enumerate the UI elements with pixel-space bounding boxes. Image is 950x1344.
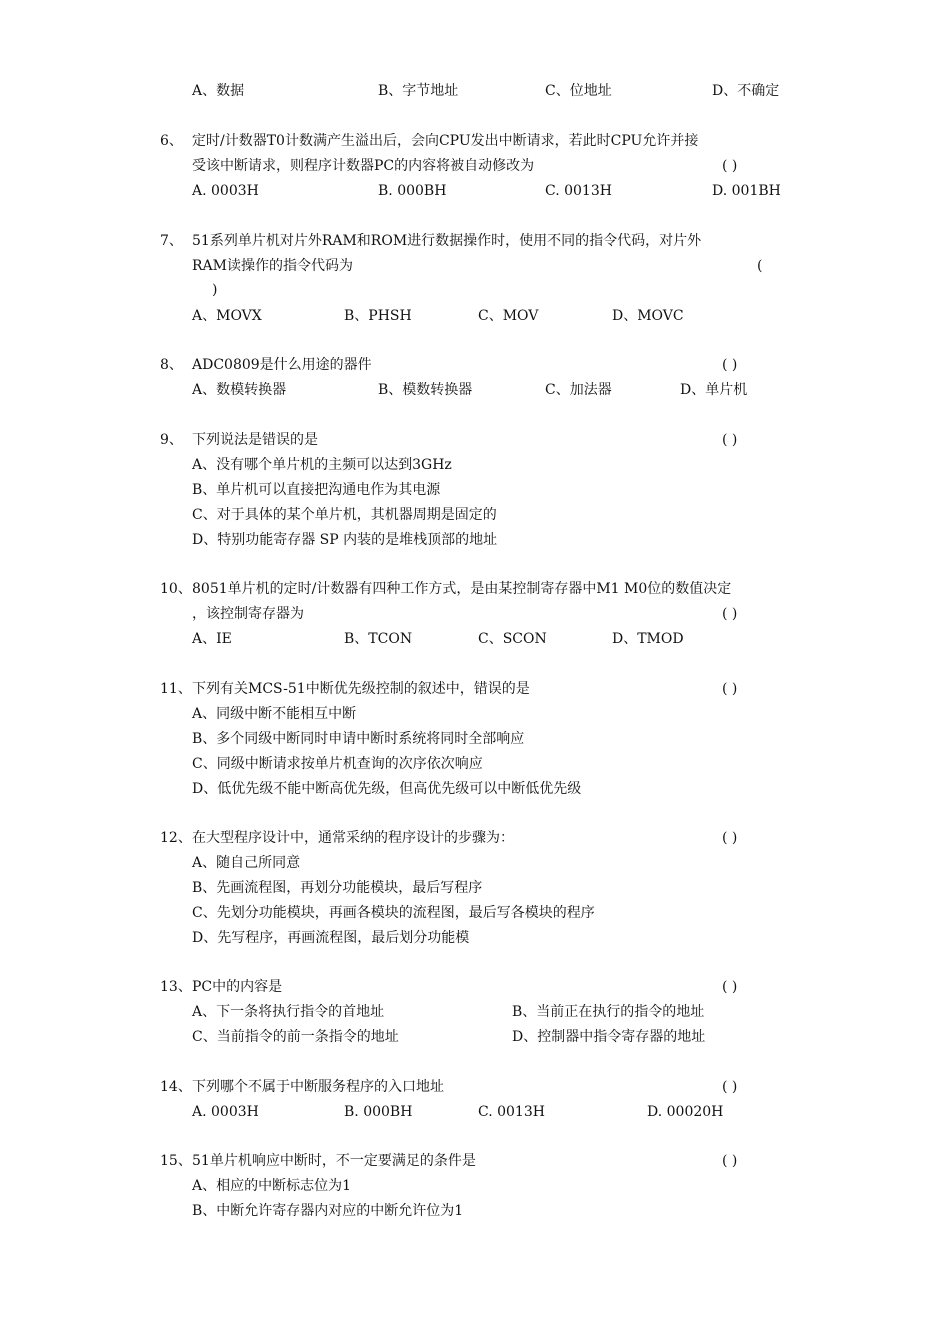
question-number: 11、 (160, 681, 192, 697)
question-number: 13、 (160, 979, 192, 995)
question-text: 在大型程序设计中，通常采纳的程序设计的步骤为： (192, 830, 514, 846)
option-d: D、MOVC (612, 308, 684, 324)
option-a: A、IE (192, 631, 232, 647)
option-b: B、字节地址 (378, 83, 459, 99)
answer-blank: ( ) (722, 606, 738, 622)
option-a: A、下一条将执行指令的首地址 (192, 1004, 385, 1020)
option-c: C. 0013H (478, 1104, 545, 1120)
option-a: A、数模转换器 (192, 382, 287, 398)
question-number: 6、 (160, 133, 183, 149)
option-c: C、SCON (478, 631, 547, 647)
answer-blank: ( ) (722, 681, 738, 697)
option-a: A. 0003H (192, 183, 259, 199)
question-text: ADC0809是什么用途的器件 (192, 357, 372, 373)
question-text: 8051单片机的定时/计数器有四种工作方式，是由某控制寄存器中M1 M0位的数值决定 (192, 581, 732, 597)
option-a: A、同级中断不能相互中断 (192, 706, 357, 722)
option-a: A、相应的中断标志位为1 (192, 1178, 352, 1194)
option-c: C、位地址 (545, 83, 612, 99)
question-number: 12、 (160, 830, 192, 846)
option-c: C、先划分功能模块，再画各模块的流程图，最后写各模块的程序 (192, 905, 595, 921)
question-text: 51单片机响应中断时，不一定要满足的条件是 (192, 1153, 476, 1169)
option-d: D、低优先级不能中断高优先级，但高优先级可以中断低优先级 (192, 781, 582, 797)
option-d: D、不确定 (712, 83, 780, 99)
option-d: D. 00020H (647, 1104, 724, 1120)
option-b: B、PHSH (344, 308, 412, 324)
question-text-cont: RAM读操作的指令代码为 (192, 258, 353, 274)
answer-blank: ( ) (722, 1079, 738, 1095)
question-number: 14、 (160, 1079, 192, 1095)
question-text: PC中的内容是 (192, 979, 283, 995)
option-c: C、同级中断请求按单片机查询的次序依次响应 (192, 756, 483, 772)
option-d: D、单片机 (680, 382, 748, 398)
answer-blank: ( ) (722, 158, 738, 174)
question-number: 8、 (160, 357, 183, 373)
question-number: 7、 (160, 233, 183, 249)
answer-blank-open: ( (757, 258, 763, 274)
option-c: C、当前指令的前一条指令的地址 (192, 1029, 399, 1045)
question-number: 10、 (160, 581, 192, 597)
answer-blank-close: ) (212, 282, 218, 298)
question-text: 51系列单片机对片外RAM和ROM进行数据操作时，使用不同的指令代码，对片外 (192, 233, 702, 249)
option-d: D、TMOD (612, 631, 684, 647)
option-c: C、加法器 (545, 382, 612, 398)
question-text-cont: 受该中断请求，则程序计数器PC的内容将被自动修改为 (192, 158, 535, 174)
question-text: 定时/计数器T0计数满产生溢出后，会向CPU发出中断请求，若此时CPU允许并接 (192, 133, 699, 149)
answer-blank: ( ) (722, 830, 738, 846)
option-d: D、先写程序，再画流程图，最后划分功能模 (192, 930, 470, 946)
option-c: C、对于具体的某个单片机，其机器周期是固定的 (192, 507, 497, 523)
option-d: D、控制器中指令寄存器的地址 (512, 1029, 706, 1045)
option-b: B、多个同级中断同时申请中断时系统将同时全部响应 (192, 731, 525, 747)
option-a: A、随自己所同意 (192, 855, 301, 871)
option-b: B、中断允许寄存器内对应的中断允许位为1 (192, 1203, 464, 1219)
answer-blank: ( ) (722, 979, 738, 995)
question-text: 下列有关MCS-51中断优先级控制的叙述中，错误的是 (192, 681, 530, 697)
option-b: B、TCON (344, 631, 413, 647)
option-c: C、MOV (478, 308, 539, 324)
option-a: A. 0003H (192, 1104, 259, 1120)
answer-blank: ( ) (722, 432, 738, 448)
option-b: B. 000BH (378, 183, 447, 199)
option-b: B、先画流程图，再划分功能模块，最后写程序 (192, 880, 483, 896)
answer-blank: ( ) (722, 1153, 738, 1169)
option-a: A、数据 (192, 83, 245, 99)
option-b: B、单片机可以直接把沟通电作为其电源 (192, 482, 441, 498)
option-d: D、特别功能寄存器 SP 内装的是堆栈顶部的地址 (192, 532, 498, 548)
question-text: 下列哪个不属于中断服务程序的入口地址 (192, 1079, 444, 1095)
question-number: 15、 (160, 1153, 192, 1169)
question-number: 9、 (160, 432, 183, 448)
option-c: C. 0013H (545, 183, 612, 199)
option-a: A、没有哪个单片机的主频可以达到3GHz (192, 457, 452, 473)
question-text: 下列说法是错误的是 (192, 432, 318, 448)
option-b: B、模数转换器 (378, 382, 473, 398)
option-b: B、当前正在执行的指令的地址 (512, 1004, 705, 1020)
question-text-cont: ，该控制寄存器为 (192, 606, 304, 622)
option-b: B. 000BH (344, 1104, 413, 1120)
option-d: D. 001BH (712, 183, 781, 199)
option-a: A、MOVX (192, 308, 262, 324)
answer-blank: ( ) (722, 357, 738, 373)
